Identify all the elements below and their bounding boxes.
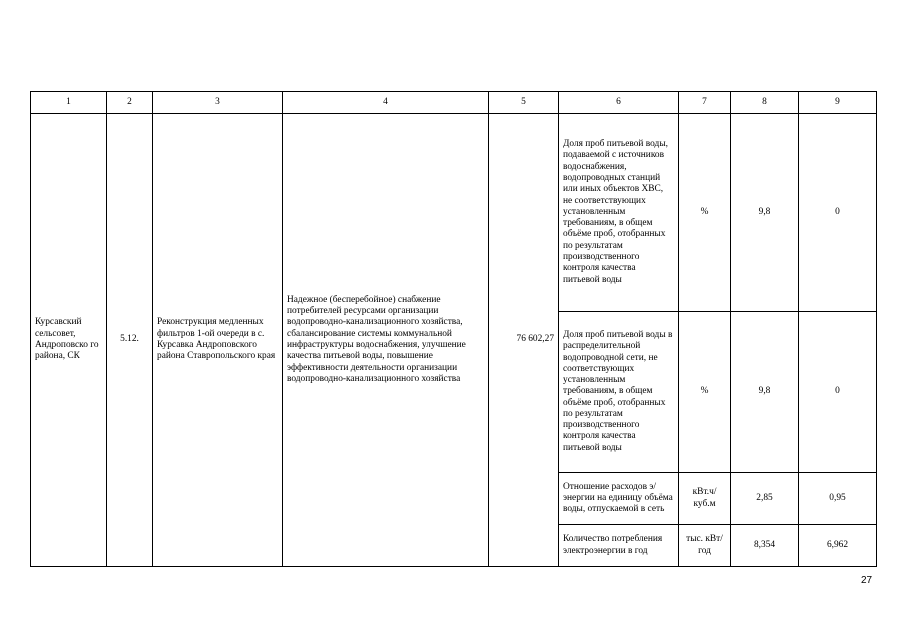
header-cell-5: 5 [489,92,559,114]
indicator-unit-cell: кВт.ч/ куб.м [679,473,731,525]
indicator-after-cell: 0 [799,312,877,473]
indicator-after-cell: 0 [799,114,877,312]
header-cell-6: 6 [559,92,679,114]
goal-cell: Надежное (бесперебойное) снабжение потребителей ресурсами организации водопроводно-канализационного хозяйства, сбалансирование системы коммунальной инфраструктуры водоснабжения, улучшение качества питьевой воды, повышение эффективности деятельности организации водопроводно-канализационного хозяйства [283,114,489,567]
indicator-unit-cell: % [679,114,731,312]
indicator-name-cell: Доля проб питьевой воды в распределительной водопроводной сети, не соответствующих установленным требованиям, в общем объёме проб, отобранных по результатам производственного контроля качества питьевой воды [559,312,679,473]
header-cell-2: 2 [107,92,153,114]
cost-cell: 76 602,27 [489,114,559,567]
indicator-name-cell: Количество потребления электроэнергии в год [559,525,679,567]
indicator-before-cell: 9,8 [731,312,799,473]
indicator-unit-cell: тыс. кВт/год [679,525,731,567]
header-row [31,92,877,114]
header-cell-8: 8 [731,92,799,114]
table-row [31,114,877,312]
indicator-after-cell: 6,962 [799,525,877,567]
item-number-cell: 5.12. [107,114,153,567]
header-cell-9: 9 [799,92,877,114]
page-number: 27 [861,575,873,586]
indicator-before-cell: 8,354 [731,525,799,567]
header-cell-7: 7 [679,92,731,114]
header-cell-3: 3 [153,92,283,114]
indicator-unit-cell: % [679,312,731,473]
indicator-before-cell: 9,8 [731,114,799,312]
project-name-cell: Реконструкция медленных фильтров 1-ой очереди в с. Курсавка Андроповского района Ставропольского края [153,114,283,567]
indicator-after-cell: 0,95 [799,473,877,525]
header-cell-1: 1 [31,92,107,114]
municipality-cell: Курсавский сельсовет, Андроповско го района, СК [31,114,107,567]
header-cell-4: 4 [283,92,489,114]
indicator-name-cell: Отношение расходов э/энергии на единицу объёма воды, отпускаемой в сеть [559,473,679,525]
indicator-name-cell: Доля проб питьевой воды, подаваемой с источников водоснабжения, водопроводных станций или иных объектов ХВС, не соответствующих установленным требованиям, в общем объёме проб, отобранных по результатам производственного контроля качества питьевой воды [559,114,679,312]
data-table [30,91,877,567]
indicator-before-cell: 2,85 [731,473,799,525]
